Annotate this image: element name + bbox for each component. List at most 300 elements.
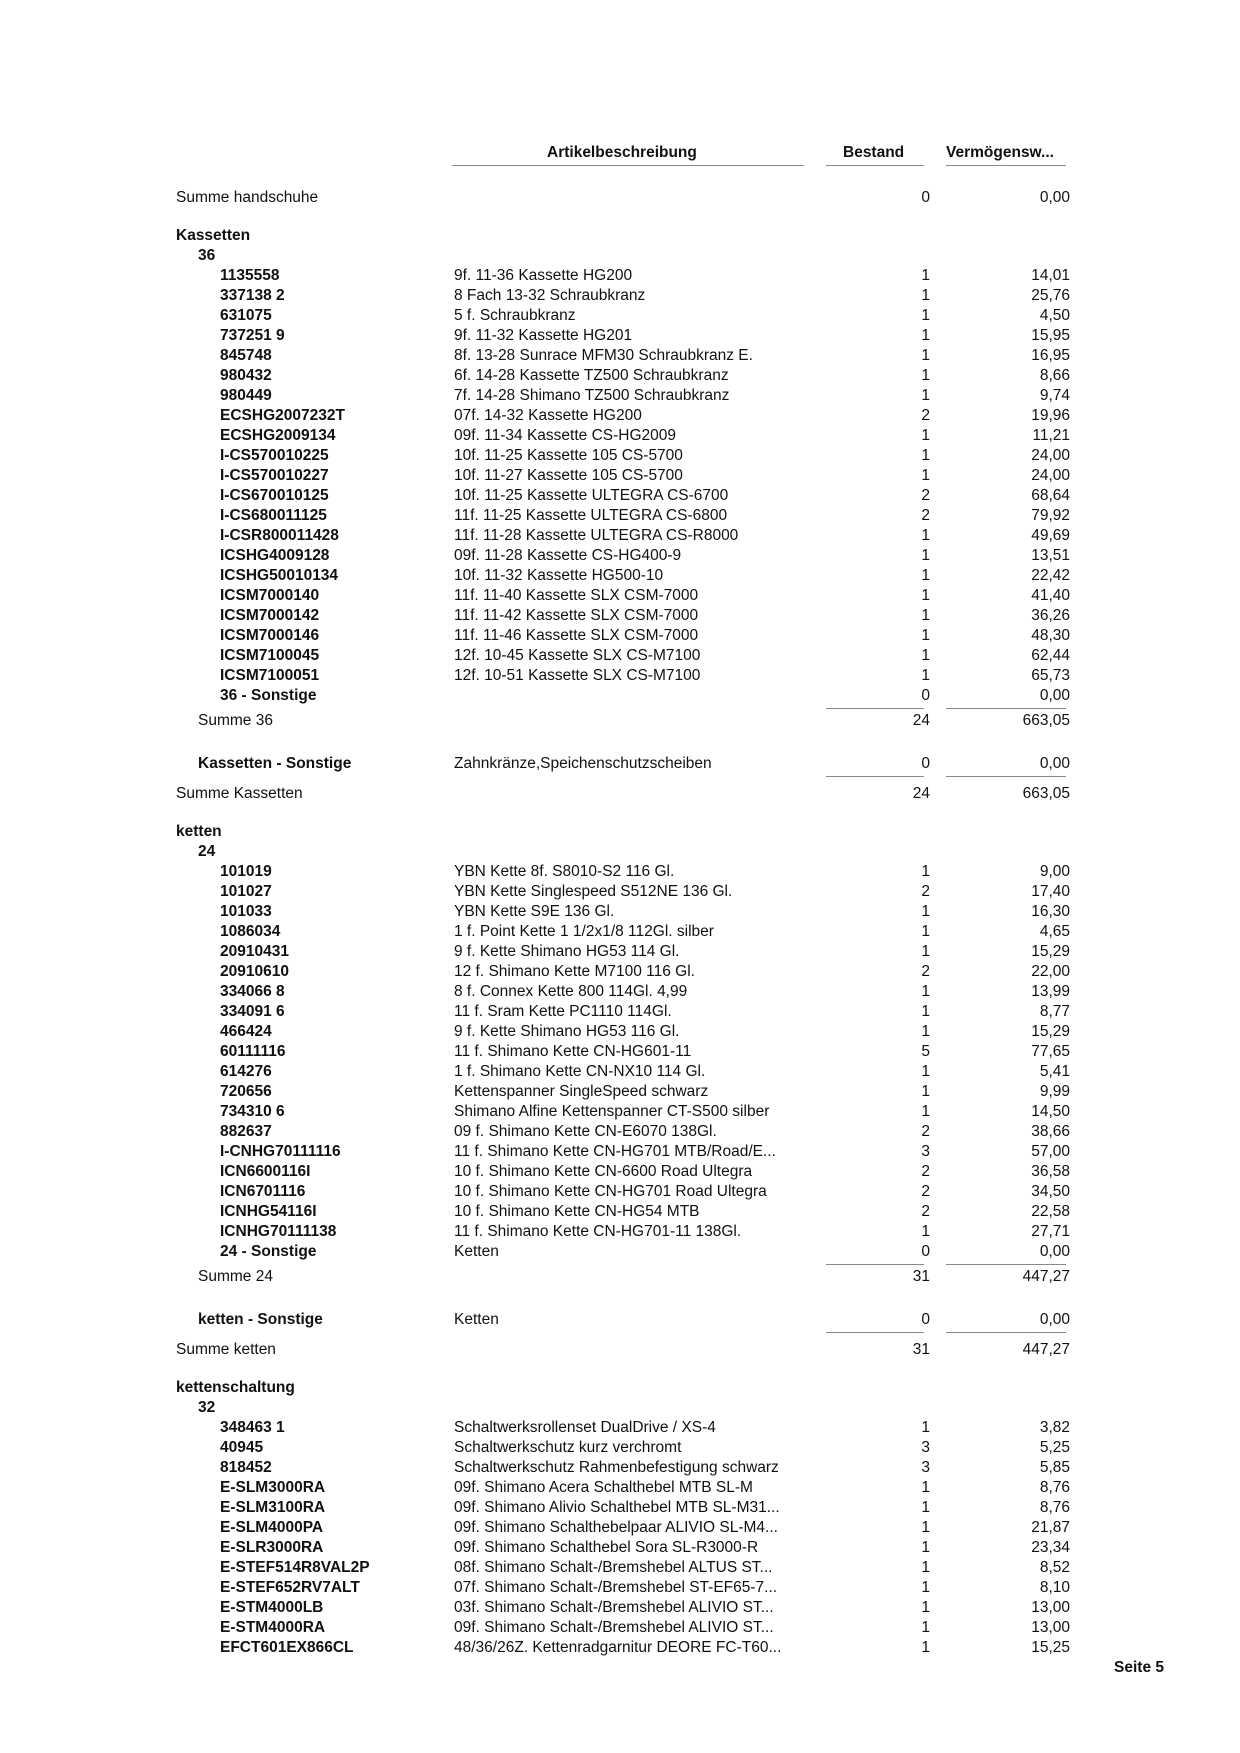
article-number: ICN6701116 bbox=[220, 1183, 306, 1200]
asset-value: 24,00 bbox=[1031, 447, 1070, 464]
table-row bbox=[0, 962, 1240, 982]
stock-quantity: 1 bbox=[921, 1579, 930, 1596]
table-row bbox=[0, 1182, 1240, 1202]
article-description: 10 f. Shimano Kette CN-HG701 Road Ultegra bbox=[454, 1183, 767, 1200]
stock-quantity: 1 bbox=[921, 447, 930, 464]
asset-value: 3,82 bbox=[1039, 1419, 1070, 1436]
article-description: 9f. 11-32 Kassette HG201 bbox=[454, 327, 633, 344]
subtotal-quantity: 24 bbox=[912, 712, 930, 729]
asset-value: 77,65 bbox=[1031, 1043, 1070, 1060]
article-description: 11f. 11-28 Kassette ULTEGRA CS-R8000 bbox=[454, 527, 739, 544]
table-row bbox=[0, 1518, 1240, 1538]
asset-value: 8,10 bbox=[1039, 1579, 1070, 1596]
group-title: Kassetten bbox=[176, 227, 251, 244]
article-number: ICSM7000146 bbox=[220, 627, 320, 644]
stock-quantity: 1 bbox=[921, 627, 930, 644]
article-number: 720656 bbox=[220, 1083, 272, 1100]
stock-quantity: 1 bbox=[921, 1419, 930, 1436]
asset-value: 9,00 bbox=[1039, 863, 1070, 880]
article-description: 10 f. Shimano Kette CN-HG54 MTB bbox=[454, 1203, 700, 1220]
subgroup-title: 24 bbox=[198, 843, 216, 860]
table-row bbox=[0, 1458, 1240, 1478]
article-number: ICSHG50010134 bbox=[220, 567, 339, 584]
group-total-row bbox=[0, 188, 1240, 208]
article-number: 631075 bbox=[220, 307, 272, 324]
stock-quantity: 1 bbox=[921, 647, 930, 664]
article-number: ICSHG4009128 bbox=[220, 547, 330, 564]
asset-value: 41,40 bbox=[1031, 587, 1070, 604]
table-row bbox=[0, 566, 1240, 586]
table-row bbox=[0, 306, 1240, 326]
table-row bbox=[0, 486, 1240, 506]
asset-value: 25,76 bbox=[1031, 287, 1070, 304]
article-number: E-SLM4000PA bbox=[220, 1519, 324, 1536]
article-number: 334091 6 bbox=[220, 1003, 285, 1020]
article-description: 12f. 10-51 Kassette SLX CS-M7100 bbox=[454, 667, 701, 684]
stock-quantity: 2 bbox=[921, 407, 930, 424]
article-description: 48/36/26Z. Kettenradgarnitur DEORE FC-T60... bbox=[454, 1639, 782, 1656]
other-subgroup-value: 0,00 bbox=[1039, 1311, 1070, 1328]
article-number: 101027 bbox=[220, 883, 272, 900]
article-description: 11 f. Shimano Kette CN-HG701 MTB/Road/E... bbox=[454, 1143, 776, 1160]
stock-quantity: 2 bbox=[921, 507, 930, 524]
article-number: ICSM7100051 bbox=[220, 667, 320, 684]
stock-quantity: 1 bbox=[921, 1639, 930, 1656]
stock-quantity: 1 bbox=[921, 1223, 930, 1240]
asset-value: 5,25 bbox=[1039, 1439, 1070, 1456]
other-subgroup-label: ketten - Sonstige bbox=[198, 1311, 323, 1328]
stock-quantity: 1 bbox=[921, 427, 930, 444]
other-subgroup-value: 0,00 bbox=[1039, 755, 1070, 772]
article-description: 12f. 10-45 Kassette SLX CS-M7100 bbox=[454, 647, 701, 664]
table-row bbox=[0, 646, 1240, 666]
stock-quantity: 1 bbox=[921, 1003, 930, 1020]
article-number: ICNHG54116I bbox=[220, 1203, 317, 1220]
total-value: 0,00 bbox=[1039, 189, 1070, 206]
article-description: 10f. 11-27 Kassette 105 CS-5700 bbox=[454, 467, 683, 484]
table-row bbox=[0, 426, 1240, 446]
article-number: ECSHG2007232T bbox=[220, 407, 345, 424]
table-row bbox=[0, 1022, 1240, 1042]
table-row bbox=[0, 386, 1240, 406]
stock-quantity: 1 bbox=[921, 387, 930, 404]
article-description: 11 f. Shimano Kette CN-HG601-11 bbox=[454, 1043, 692, 1060]
total-label: Summe ketten bbox=[176, 1341, 276, 1358]
article-description: 10f. 11-25 Kassette ULTEGRA CS-6700 bbox=[454, 487, 729, 504]
article-number: 24 - Sonstige bbox=[220, 1243, 317, 1260]
stock-quantity: 2 bbox=[921, 963, 930, 980]
asset-value: 13,51 bbox=[1031, 547, 1070, 564]
subtotal-separator-value bbox=[946, 1264, 1066, 1265]
asset-value: 38,66 bbox=[1031, 1123, 1070, 1140]
asset-value: 48,30 bbox=[1031, 627, 1070, 644]
stock-quantity: 1 bbox=[921, 1023, 930, 1040]
stock-quantity: 1 bbox=[921, 567, 930, 584]
stock-quantity: 1 bbox=[921, 1599, 930, 1616]
header-underline-value bbox=[946, 165, 1066, 166]
article-description: 9 f. Kette Shimano HG53 114 Gl. bbox=[454, 943, 680, 960]
other-subgroup-row bbox=[0, 1310, 1240, 1330]
stock-quantity: 1 bbox=[921, 547, 930, 564]
stock-quantity: 2 bbox=[921, 1123, 930, 1140]
table-row bbox=[0, 446, 1240, 466]
article-description: 9 f. Kette Shimano HG53 116 Gl. bbox=[454, 1023, 680, 1040]
article-number: 466424 bbox=[220, 1023, 272, 1040]
article-description: 09f. Shimano Schalthebelpaar ALIVIO SL-M4... bbox=[454, 1519, 778, 1536]
article-number: E-STEF514R8VAL2P bbox=[220, 1559, 370, 1576]
article-number: ICNHG70111138 bbox=[220, 1223, 337, 1240]
table-row bbox=[0, 1498, 1240, 1518]
article-description: 1 f. Point Kette 1 1/2x1/8 112Gl. silber bbox=[454, 923, 714, 940]
article-description: 10 f. Shimano Kette CN-6600 Road Ultegra bbox=[454, 1163, 753, 1180]
stock-quantity: 1 bbox=[921, 1103, 930, 1120]
group-total-row bbox=[0, 784, 1240, 804]
asset-value: 62,44 bbox=[1031, 647, 1070, 664]
table-row bbox=[0, 982, 1240, 1002]
stock-quantity: 1 bbox=[921, 1519, 930, 1536]
column-header-stock: Bestand bbox=[843, 144, 905, 161]
stock-quantity: 2 bbox=[921, 1183, 930, 1200]
article-number: 1086034 bbox=[220, 923, 281, 940]
stock-quantity: 0 bbox=[921, 1243, 930, 1260]
stock-quantity: 1 bbox=[921, 327, 930, 344]
article-description: 11f. 11-42 Kassette SLX CSM-7000 bbox=[454, 607, 699, 624]
stock-quantity: 1 bbox=[921, 667, 930, 684]
article-description: 8f. 13-28 Sunrace MFM30 Schraubkranz E. bbox=[454, 347, 753, 364]
subgroup-heading bbox=[0, 1398, 1240, 1418]
table-row bbox=[0, 862, 1240, 882]
asset-value: 0,00 bbox=[1039, 687, 1070, 704]
column-header-description: Artikelbeschreibung bbox=[547, 144, 697, 161]
subtotal-label: Summe 24 bbox=[198, 1268, 273, 1285]
article-number: I-CNHG70111116 bbox=[220, 1143, 341, 1160]
article-number: 101019 bbox=[220, 863, 272, 880]
asset-value: 9,99 bbox=[1039, 1083, 1070, 1100]
subtotal-separator-value bbox=[946, 708, 1066, 709]
group-title: kettenschaltung bbox=[176, 1379, 295, 1396]
total-value: 447,27 bbox=[1022, 1341, 1070, 1358]
table-row bbox=[0, 326, 1240, 346]
stock-quantity: 1 bbox=[921, 1559, 930, 1576]
other-subgroup-quantity: 0 bbox=[921, 1311, 930, 1328]
asset-value: 79,92 bbox=[1031, 507, 1070, 524]
article-description: 9f. 11-36 Kassette HG200 bbox=[454, 267, 633, 284]
article-number: 334066 8 bbox=[220, 983, 285, 1000]
article-description: 6f. 14-28 Kassette TZ500 Schraubkranz bbox=[454, 367, 729, 384]
asset-value: 17,40 bbox=[1031, 883, 1070, 900]
article-number: 348463 1 bbox=[220, 1419, 285, 1436]
subgroup-total-row bbox=[0, 1267, 1240, 1287]
article-number: I-CS670010125 bbox=[220, 487, 329, 504]
asset-value: 8,76 bbox=[1039, 1479, 1070, 1496]
article-number: 1135558 bbox=[220, 267, 280, 284]
article-description: 11 f. Sram Kette PC1110 114Gl. bbox=[454, 1003, 672, 1020]
article-description: 03f. Shimano Schalt-/Bremshebel ALIVIO ST... bbox=[454, 1599, 774, 1616]
article-description: 07f. Shimano Schalt-/Bremshebel ST-EF65-7... bbox=[454, 1579, 778, 1596]
article-description: 11f. 11-46 Kassette SLX CSM-7000 bbox=[454, 627, 699, 644]
asset-value: 68,64 bbox=[1031, 487, 1070, 504]
asset-value: 0,00 bbox=[1039, 1243, 1070, 1260]
asset-value: 14,01 bbox=[1031, 267, 1070, 284]
asset-value: 13,00 bbox=[1031, 1599, 1070, 1616]
article-number: 36 - Sonstige bbox=[220, 687, 317, 704]
article-number: EFCT601EX866CL bbox=[220, 1639, 354, 1656]
subgroup-title: 36 bbox=[198, 247, 216, 264]
article-description: 09f. 11-28 Kassette CS-HG400-9 bbox=[454, 547, 682, 564]
group-heading bbox=[0, 1378, 1240, 1398]
subtotal-separator-value bbox=[946, 1332, 1066, 1333]
asset-value: 24,00 bbox=[1031, 467, 1070, 484]
article-description: 09f. Shimano Acera Schalthebel MTB SL-M bbox=[454, 1479, 753, 1496]
article-number: 614276 bbox=[220, 1063, 272, 1080]
stock-quantity: 3 bbox=[921, 1143, 930, 1160]
subtotal-separator-stock bbox=[826, 708, 924, 709]
table-row bbox=[0, 1002, 1240, 1022]
stock-quantity: 1 bbox=[921, 1063, 930, 1080]
subtotal-separator-stock bbox=[826, 1332, 924, 1333]
table-row bbox=[0, 366, 1240, 386]
article-number: 818452 bbox=[220, 1459, 272, 1476]
stock-quantity: 2 bbox=[921, 883, 930, 900]
asset-value: 4,50 bbox=[1039, 307, 1070, 324]
article-description: 11f. 11-40 Kassette SLX CSM-7000 bbox=[454, 587, 699, 604]
table-row bbox=[0, 1618, 1240, 1638]
table-row bbox=[0, 1042, 1240, 1062]
article-number: I-CS570010227 bbox=[220, 467, 329, 484]
asset-value: 49,69 bbox=[1031, 527, 1070, 544]
article-number: 734310 6 bbox=[220, 1103, 285, 1120]
asset-value: 13,00 bbox=[1031, 1619, 1070, 1636]
stock-quantity: 0 bbox=[921, 687, 930, 704]
table-row bbox=[0, 1162, 1240, 1182]
table-row bbox=[0, 1222, 1240, 1242]
asset-value: 19,96 bbox=[1031, 407, 1070, 424]
group-title: ketten bbox=[176, 823, 222, 840]
other-subgroup-quantity: 0 bbox=[921, 755, 930, 772]
table-row bbox=[0, 586, 1240, 606]
stock-quantity: 3 bbox=[921, 1439, 930, 1456]
stock-quantity: 5 bbox=[921, 1043, 930, 1060]
article-number: 737251 9 bbox=[220, 327, 285, 344]
table-row bbox=[0, 1082, 1240, 1102]
stock-quantity: 1 bbox=[921, 307, 930, 324]
stock-quantity: 1 bbox=[921, 287, 930, 304]
asset-value: 11,21 bbox=[1032, 427, 1070, 444]
article-number: E-SLM3100RA bbox=[220, 1499, 326, 1516]
subtotal-value: 447,27 bbox=[1022, 1268, 1070, 1285]
subgroup-heading bbox=[0, 246, 1240, 266]
article-number: 980449 bbox=[220, 387, 272, 404]
article-number: 845748 bbox=[220, 347, 272, 364]
asset-value: 21,87 bbox=[1031, 1519, 1070, 1536]
table-row bbox=[0, 1418, 1240, 1438]
article-number: ECSHG2009134 bbox=[220, 427, 336, 444]
table-row bbox=[0, 1142, 1240, 1162]
asset-value: 22,42 bbox=[1031, 567, 1070, 584]
total-label: Summe handschuhe bbox=[176, 189, 319, 206]
article-description: 11 f. Shimano Kette CN-HG701-11 138Gl. bbox=[454, 1223, 742, 1240]
stock-quantity: 2 bbox=[921, 1203, 930, 1220]
article-description: 11f. 11-25 Kassette ULTEGRA CS-6800 bbox=[454, 507, 728, 524]
stock-quantity: 3 bbox=[921, 1459, 930, 1476]
stock-quantity: 1 bbox=[921, 1539, 930, 1556]
article-number: I-CS570010225 bbox=[220, 447, 329, 464]
article-number: I-CSR800011428 bbox=[220, 527, 339, 544]
asset-value: 5,41 bbox=[1039, 1063, 1070, 1080]
article-description: 12 f. Shimano Kette M7100 116 Gl. bbox=[454, 963, 695, 980]
stock-quantity: 1 bbox=[921, 943, 930, 960]
article-number: 980432 bbox=[220, 367, 272, 384]
article-description: 09f. Shimano Alivio Schalthebel MTB SL-M31... bbox=[454, 1499, 780, 1516]
article-description: Schaltwerksrollenset DualDrive / XS-4 bbox=[454, 1419, 716, 1436]
article-description: 10f. 11-25 Kassette 105 CS-5700 bbox=[454, 447, 683, 464]
article-description: 09f. 11-34 Kassette CS-HG2009 bbox=[454, 427, 677, 444]
subtotal-label: Summe 36 bbox=[198, 712, 273, 729]
asset-value: 22,00 bbox=[1031, 963, 1070, 980]
table-row bbox=[0, 882, 1240, 902]
article-description: Kettenspanner SingleSpeed schwarz bbox=[454, 1083, 709, 1100]
article-number: 337138 2 bbox=[220, 287, 285, 304]
article-description: YBN Kette S9E 136 Gl. bbox=[454, 903, 615, 920]
article-description: 09f. Shimano Schalthebel Sora SL-R3000-R bbox=[454, 1539, 759, 1556]
table-row bbox=[0, 506, 1240, 526]
total-quantity: 24 bbox=[912, 785, 930, 802]
asset-value: 36,26 bbox=[1031, 607, 1070, 624]
article-description: 08f. Shimano Schalt-/Bremshebel ALTUS ST... bbox=[454, 1559, 773, 1576]
table-row bbox=[0, 1578, 1240, 1598]
asset-value: 15,95 bbox=[1031, 327, 1070, 344]
stock-quantity: 1 bbox=[921, 267, 930, 284]
article-description: 5 f. Schraubkranz bbox=[454, 307, 576, 324]
column-header-asset-value: Vermögensw... bbox=[946, 144, 1054, 161]
article-number: 101033 bbox=[220, 903, 272, 920]
article-description: 07f. 14-32 Kassette HG200 bbox=[454, 407, 642, 424]
subtotal-quantity: 31 bbox=[912, 1268, 930, 1285]
stock-quantity: 1 bbox=[921, 923, 930, 940]
table-row bbox=[0, 1538, 1240, 1558]
other-subgroup-row bbox=[0, 754, 1240, 774]
asset-value: 23,34 bbox=[1031, 1539, 1070, 1556]
asset-value: 16,95 bbox=[1031, 347, 1070, 364]
table-row bbox=[0, 1558, 1240, 1578]
subgroup-title: 32 bbox=[198, 1399, 216, 1416]
asset-value: 4,65 bbox=[1039, 923, 1070, 940]
article-description: 1 f. Shimano Kette CN-NX10 114 Gl. bbox=[454, 1063, 706, 1080]
stock-quantity: 2 bbox=[921, 487, 930, 504]
subtotal-separator-value bbox=[946, 776, 1066, 777]
table-row bbox=[0, 526, 1240, 546]
table-row bbox=[0, 902, 1240, 922]
table-row bbox=[0, 1122, 1240, 1142]
stock-quantity: 1 bbox=[921, 1479, 930, 1496]
subtotal-value: 663,05 bbox=[1022, 712, 1070, 729]
article-description: 8 Fach 13-32 Schraubkranz bbox=[454, 287, 646, 304]
stock-quantity: 1 bbox=[921, 1083, 930, 1100]
stock-quantity: 1 bbox=[921, 607, 930, 624]
asset-value: 15,29 bbox=[1031, 943, 1070, 960]
table-row bbox=[0, 346, 1240, 366]
article-number: E-SLR3000RA bbox=[220, 1539, 324, 1556]
table-row bbox=[0, 1102, 1240, 1122]
article-description: YBN Kette 8f. S8010-S2 116 Gl. bbox=[454, 863, 675, 880]
asset-value: 15,29 bbox=[1031, 1023, 1070, 1040]
stock-quantity: 1 bbox=[921, 1499, 930, 1516]
page-number: Seite 5 bbox=[1114, 1659, 1164, 1676]
asset-value: 14,50 bbox=[1031, 1103, 1070, 1120]
article-number: E-SLM3000RA bbox=[220, 1479, 326, 1496]
table-row bbox=[0, 1062, 1240, 1082]
stock-quantity: 1 bbox=[921, 903, 930, 920]
subtotal-separator-stock bbox=[826, 776, 924, 777]
table-row bbox=[0, 286, 1240, 306]
asset-value: 15,25 bbox=[1031, 1639, 1070, 1656]
article-number: ICSM7100045 bbox=[220, 647, 320, 664]
table-row bbox=[0, 626, 1240, 646]
table-row bbox=[0, 942, 1240, 962]
table-row bbox=[0, 1438, 1240, 1458]
subtotal-separator-stock bbox=[826, 1264, 924, 1265]
asset-value: 34,50 bbox=[1031, 1183, 1070, 1200]
total-label: Summe Kassetten bbox=[176, 785, 303, 802]
article-number: ICSM7000142 bbox=[220, 607, 320, 624]
table-row bbox=[0, 1638, 1240, 1658]
table-row bbox=[0, 466, 1240, 486]
stock-quantity: 1 bbox=[921, 467, 930, 484]
article-number: 20910431 bbox=[220, 943, 289, 960]
group-heading bbox=[0, 822, 1240, 842]
stock-quantity: 1 bbox=[921, 1619, 930, 1636]
asset-value: 65,73 bbox=[1031, 667, 1070, 684]
article-number: 40945 bbox=[220, 1439, 264, 1456]
subgroup-heading bbox=[0, 842, 1240, 862]
article-description: Schaltwerkschutz Rahmenbefestigung schwarz bbox=[454, 1459, 779, 1476]
asset-value: 36,58 bbox=[1031, 1163, 1070, 1180]
table-row bbox=[0, 1478, 1240, 1498]
asset-value: 9,74 bbox=[1039, 387, 1070, 404]
article-description: 8 f. Connex Kette 800 114Gl. 4,99 bbox=[454, 983, 688, 1000]
article-description: 10f. 11-32 Kassette HG500-10 bbox=[454, 567, 664, 584]
table-row bbox=[0, 686, 1240, 706]
article-number: E-STM4000RA bbox=[220, 1619, 326, 1636]
stock-quantity: 1 bbox=[921, 587, 930, 604]
table-row bbox=[0, 546, 1240, 566]
asset-value: 8,66 bbox=[1039, 367, 1070, 384]
article-number: 882637 bbox=[220, 1123, 272, 1140]
asset-value: 22,58 bbox=[1031, 1203, 1070, 1220]
stock-quantity: 1 bbox=[921, 347, 930, 364]
table-row bbox=[0, 1242, 1240, 1262]
group-total-row bbox=[0, 1340, 1240, 1360]
total-value: 663,05 bbox=[1022, 785, 1070, 802]
asset-value: 8,77 bbox=[1039, 1003, 1070, 1020]
article-description: 7f. 14-28 Shimano TZ500 Schraubkranz bbox=[454, 387, 730, 404]
stock-quantity: 1 bbox=[921, 863, 930, 880]
other-subgroup-description: Zahnkränze,Speichenschutzscheiben bbox=[454, 755, 712, 772]
total-quantity: 31 bbox=[912, 1341, 930, 1358]
stock-quantity: 2 bbox=[921, 1163, 930, 1180]
stock-quantity: 1 bbox=[921, 983, 930, 1000]
header-underline-description bbox=[452, 165, 804, 166]
article-description: YBN Kette Singlespeed S512NE 136 Gl. bbox=[454, 883, 733, 900]
table-row bbox=[0, 406, 1240, 426]
article-number: ICSM7000140 bbox=[220, 587, 320, 604]
stock-quantity: 1 bbox=[921, 527, 930, 544]
article-description: 09f. Shimano Schalt-/Bremshebel ALIVIO ST... bbox=[454, 1619, 774, 1636]
table-row bbox=[0, 1598, 1240, 1618]
article-description: Schaltwerkschutz kurz verchromt bbox=[454, 1439, 682, 1456]
other-subgroup-label: Kassetten - Sonstige bbox=[198, 755, 352, 772]
article-number: 20910610 bbox=[220, 963, 289, 980]
